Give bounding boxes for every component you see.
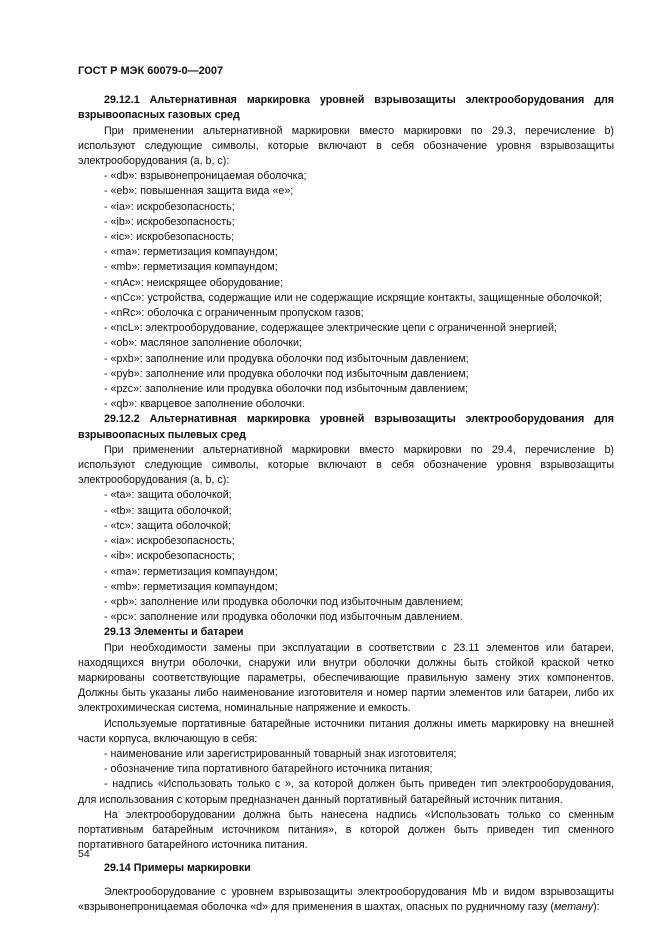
paragraph-text: Электрооборудование с уровнем взрывозащиты электрооборудования Mb и видом взрывозащиты «взрывонепроницаемая оболочка «d» для применения в шахтах, опасных по рудничному газу (: [78, 885, 614, 913]
list-item: - «ia»: искробезопасность;: [104, 200, 235, 213]
document-page: [78, 64, 614, 915]
symbol-list-dust: [78, 488, 614, 625]
list-item: - «ib»: искробезопасность;: [104, 550, 235, 563]
paragraph-text-end: ):: [593, 900, 600, 913]
list-item: - «tb»: защита оболочкой;: [104, 504, 232, 517]
list-item: - наименование или зарегистрированный товарный знак изготовителя;: [104, 747, 457, 760]
list-item: - «ic»: искробезопасность;: [104, 231, 235, 244]
list-item: - «nAc»: неискрящее оборудование;: [104, 276, 284, 289]
paragraph: Используемые портативные батарейные источники питания должны иметь маркировку на внешней части корпуса, включающую в себя:: [78, 717, 614, 745]
section-heading-29-13: 29.13 Элементы и батареи: [104, 626, 244, 639]
symbol-list-gas: [78, 169, 614, 412]
paragraph: [78, 885, 614, 915]
paragraph: При необходимости замены при эксплуатации в соответствии с 23.11 элементов или батареи, находящихся внутри оболочки, снаружи или внутри оболочки должны быть стойкой краской четко маркированы соответствующие параметры, обеспечивающие правильную замену этих компонентов. Должны быть указаны либо наименование изготовителя и номер партии элементов или батареи, либо их электрохимическая система, номинальные напряжение и емкость.: [78, 641, 614, 715]
list-item: - «pyb»: заполнение или продувка оболочки под избыточным давлением;: [104, 367, 469, 380]
list-item: - «pc»: заполнение или продувка оболочки под избыточным давлением.: [104, 611, 463, 624]
list-item: - «mb»: герметизация компаундом;: [104, 580, 278, 593]
list-item: - «ma»: герметизация компаундом;: [104, 565, 278, 578]
page-number: 54: [78, 848, 90, 860]
section-heading-29-14: 29.14 Примеры маркировки: [104, 862, 251, 875]
list-item: - «pxb»: заполнение или продувка оболочки под избыточным давлением;: [104, 352, 469, 365]
document-header: ГОСТ Р МЭК 60079-0—2007: [78, 65, 224, 77]
section-heading-29-12-2: 29.12.2 Альтернативная маркировка уровней взрывозащиты электрооборудования для взрывоопасных пылевых сред: [78, 413, 614, 441]
paragraph: При применении альтернативной маркировки вместо маркировки по 29.4, перечисление b) используют следующие символы, которые включают в себя обозначение уровня взрывозащиты электрооборудования (a, b, c):: [78, 443, 614, 487]
list-item: - «tc»: защита оболочкой;: [104, 519, 232, 532]
list-item: - «ncL»: электрооборудование, содержащее электрические цепи с ограниченной энергией;: [104, 322, 557, 335]
list-item: - «ob»: масляное заполнение оболочки;: [104, 337, 302, 350]
list-item: - «ta»: защита оболочкой;: [104, 489, 232, 502]
list-item: - «nRc»: оболочка с ограниченным пропуском газов;: [104, 307, 364, 320]
list-item: - «ma»: герметизация компаундом;: [104, 246, 278, 259]
paragraph: При применении альтернативной маркировки вместо маркировки по 29.3, перечисление b) используют следующие символы, которые включают в себя обозначение уровня взрывозащиты электрооборудования (a, b, c):: [78, 124, 614, 168]
list-item: - «db»: взрывонепроницаемая оболочка;: [104, 170, 307, 183]
list-item: - «mb»: герметизация компаундом;: [104, 261, 278, 274]
paragraph: На электрооборудовании должна быть нанесена надпись «Использовать только со сменным портативным батарейным источником питания», в которой должен быть приведен тип сменного портативного батарейного источника питания.: [78, 808, 614, 852]
list-item: - «nCc»: устройства, содержащие или не содержащие искрящие контакты, защищенные оболочкой;: [104, 291, 603, 304]
list-item: - «pzc»: заполнение или продувка оболочки под избыточным давлением;: [104, 383, 469, 396]
list-item: - надпись «Использовать только с », за которой должен быть приведен тип электрооборудования, для использования с которым предназначен данный портативный батарейный источник питания.: [78, 778, 614, 806]
list-item: - «pb»: заполнение или продувка оболочки под избыточным давлением;: [104, 595, 464, 608]
list-item: - «ia»: искробезопасность;: [104, 535, 235, 548]
section-heading-29-12-1: 29.12.1 Альтернативная маркировка уровней взрывозащиты электрооборудования для взрывоопасных газовых сред: [78, 94, 614, 122]
list-item: - обозначение типа портативного батарейного источника питания;: [104, 763, 433, 776]
list-item: - «ib»: искробезопасность;: [104, 215, 235, 228]
list-item: - «eb»: повышенная защита вида «e»;: [104, 185, 294, 198]
paragraph-italic: метану: [553, 900, 594, 913]
list-item: - «qb»: кварцевое заполнение оболочки.: [104, 398, 305, 411]
